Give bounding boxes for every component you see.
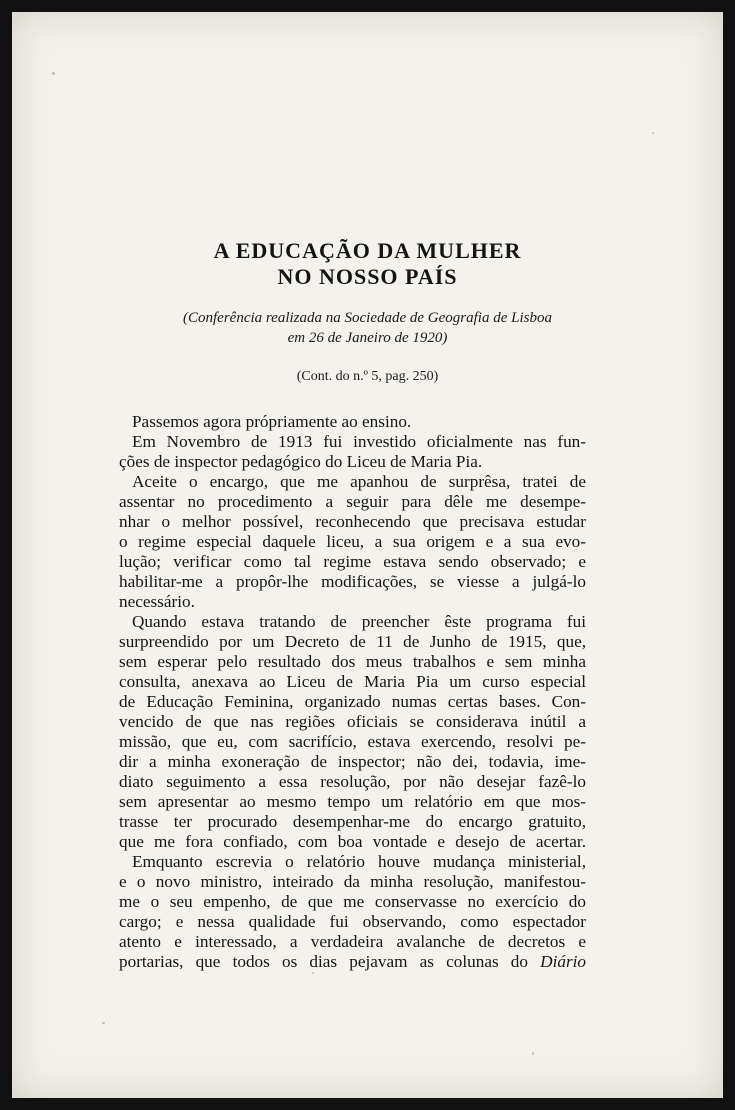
paper-speck <box>532 1052 534 1055</box>
body-line: e o novo ministro, inteirado da minha resolução, manifestou- <box>119 872 586 891</box>
body-line: necessário. <box>119 592 195 611</box>
body-line-final <box>119 952 586 972</box>
body-line: vencido de que nas regiões oficiais se considerava inútil a <box>119 712 586 731</box>
body-line: consulta, anexava ao Liceu de Maria Pia um curso especial <box>119 672 586 691</box>
body-line: dir a minha exoneração de inspector; não dei, todavia, ime- <box>119 752 586 771</box>
body-line: surpreendido por um Decreto de 11 de Junho de 1915, que, <box>119 632 586 651</box>
body-line: ções de inspector pedagógico do Liceu de Maria Pia. <box>119 452 483 471</box>
body-line: Passemos agora própriamente ao ensino. <box>132 412 412 431</box>
body-line: Quando estava tratando de preencher êste programa fui <box>132 612 586 631</box>
title-line-2: NO NOSSO PAÍS <box>277 264 458 289</box>
body-line: de Educação Feminina, organizado numas certas bases. Con- <box>119 692 586 711</box>
body-line: que me fora confiado, com boa vontade e desejo de acertar. <box>119 832 586 851</box>
body-line: assentar no procedimento a seguir para dêle me desempe- <box>119 492 586 511</box>
body-line: Emquanto escrevia o relatório houve mudança ministerial, <box>132 852 586 871</box>
paper-speck <box>102 1022 105 1024</box>
body-line: Aceite o encargo, que me apanhou de surprêsa, tratei de <box>132 472 586 491</box>
title-line-1: A EDUCAÇÃO DA MULHER <box>213 238 522 263</box>
body-line: habilitar-me a propôr-lhe modificações, se viesse a julgá-lo <box>119 572 586 591</box>
body-line: atento e interessado, a verdadeira avalanche de decretos e <box>119 932 586 951</box>
subtitle-line-1: (Conferência realizada na Sociedade de Geografia de Lisboa <box>183 310 552 326</box>
paper-speck <box>312 972 314 974</box>
paper-speck <box>652 132 654 134</box>
body-line: lução; verificar como tal regime estava sendo observado; e <box>119 552 586 571</box>
subtitle-line-2: em 26 de Janeiro de 1920) <box>287 330 448 346</box>
paper-speck <box>52 72 55 75</box>
continuation-note: (Cont. do n.º 5, pag. 250) <box>296 369 439 384</box>
body-line: sem esperar pelo resultado dos meus trabalhos e sem minha <box>119 652 586 671</box>
body-line: Em Novembro de 1913 fui investido oficialmente nas fun- <box>132 432 586 451</box>
document-page <box>12 12 723 1098</box>
body-line: sem apresentar ao mesmo tempo um relatório em que mos- <box>119 792 586 811</box>
body-line-final-text: portarias, que todos os dias pejavam as colunas do <box>119 952 528 971</box>
body-line: cargo; e nessa qualidade fui observando, como espectador <box>119 912 586 931</box>
diario-italic-word: Diário <box>540 952 587 971</box>
body-line: trasse ter procurado desempenhar-me do encargo gratuito, <box>119 812 586 831</box>
body-line: missão, que eu, com sacrifício, estava exercendo, resolvi pe- <box>119 732 586 751</box>
body-line: diato seguimento a essa resolução, por não desejar fazê-lo <box>119 772 586 791</box>
body-line: me o seu empenho, de que me conservasse no exercício do <box>119 892 586 911</box>
body-line: o regime especial daquele liceu, a sua origem e a sua evo- <box>119 532 586 551</box>
body-line: nhar o melhor possível, reconhecendo que precisava estudar <box>119 512 586 531</box>
